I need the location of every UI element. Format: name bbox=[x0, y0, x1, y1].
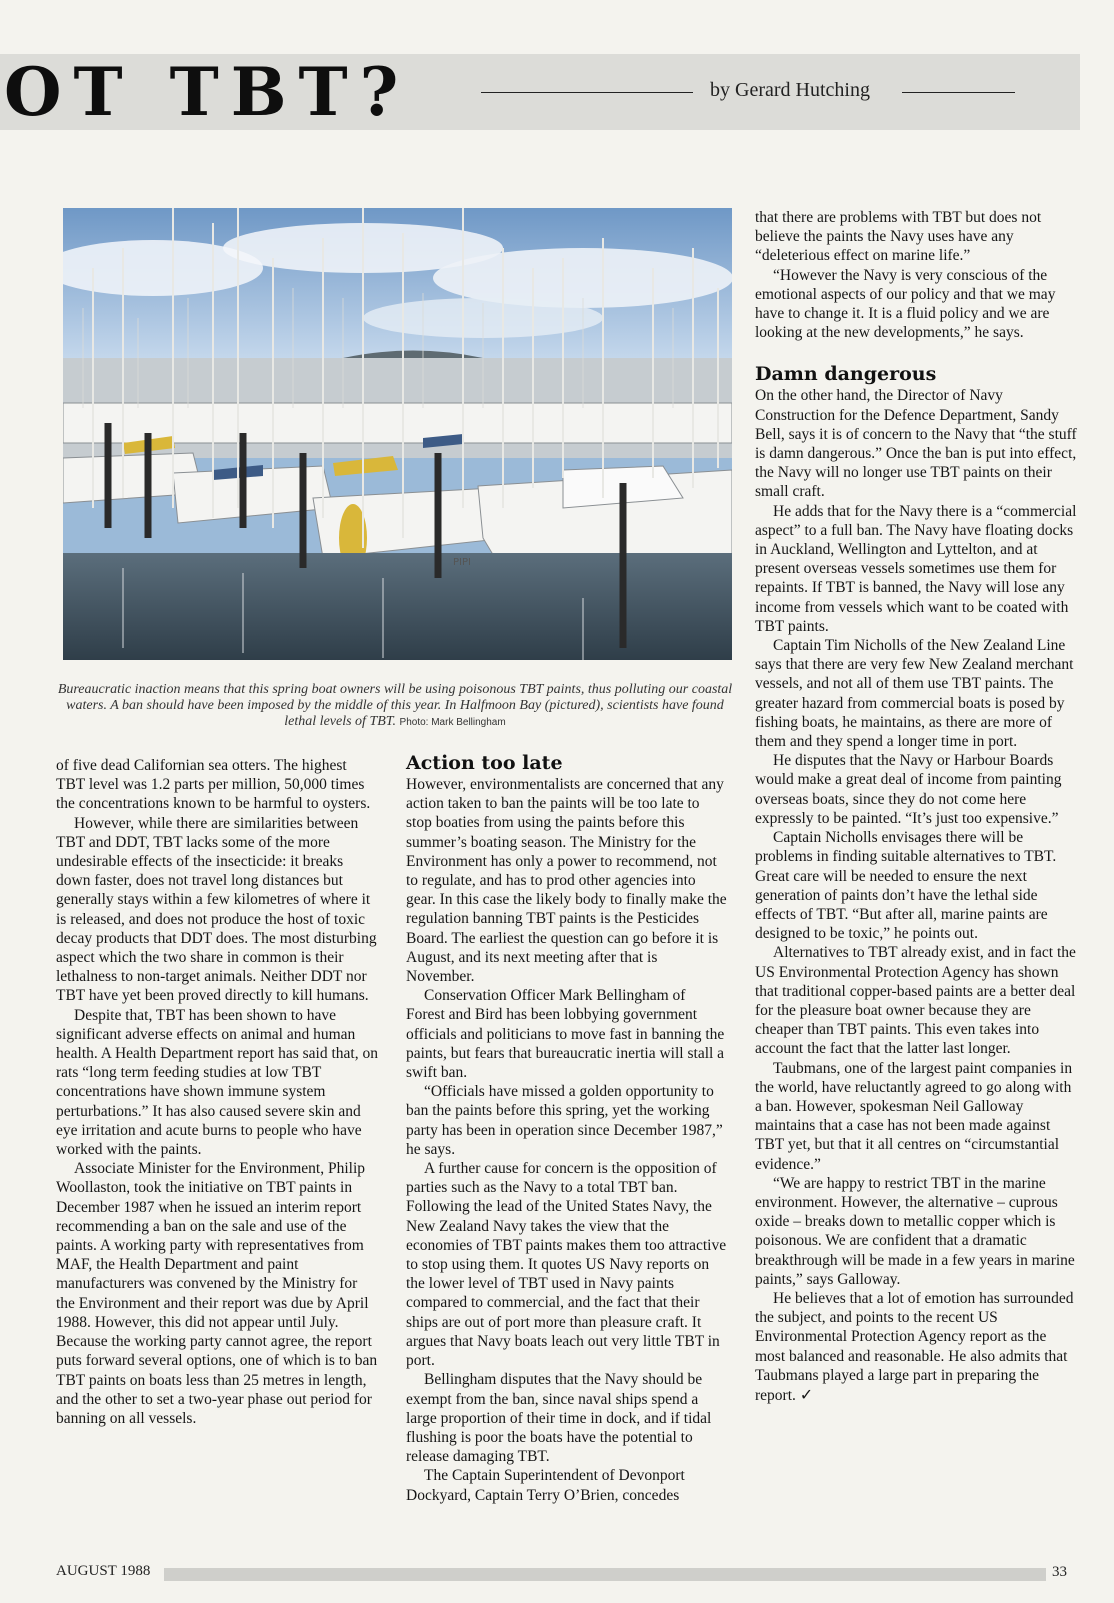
paragraph: Captain Tim Nicholls of the New Zealand Line says that there are very few New Zealand merchant vessels, and not all of them use TBT paints. The greater hazard from commercial boats is posed by fishing boats, he maintains, as there are more of them and they spend a longer time in port. bbox=[755, 637, 1074, 751]
end-mark-icon: ✓ bbox=[799, 1384, 814, 1404]
photo-caption bbox=[55, 682, 735, 731]
caption-text: Bureaucratic inaction means that this spring boat owners will be using poisonous TBT paints, thus polluting our coastal waters. A ban should have been imposed by the middle of this year. In Halfmoon Bay (pictured), scientists have found lethal levels of TBT. bbox=[57, 682, 733, 729]
paragraph: He disputes that the Navy or Harbour Boards would make a great deal of income from painting overseas boats, since they do not come here expressly to be painted. “It’s just too expensive.” bbox=[755, 752, 1062, 827]
paragraph: Alternatives to TBT already exist, and in fact the US Environmental Protection Agency has shown that traditional copper-based paints are a better deal for the pleasure boat owner because they are cheaper than TBT paints. This even takes into account the fact that the latter last longer. bbox=[755, 944, 1076, 1058]
paragraph: Taubmans, one of the largest paint companies in the world, have reluctantly agreed to go along with a ban. However, spokesman Neil Galloway maintains that a case has not been made against TBT yet, but that it all centres on “circumstantial evidence.” bbox=[755, 1059, 1073, 1173]
paragraph: that there are problems with TBT but does not believe the paints the Navy uses have any “deleterious effect on marine life.” bbox=[755, 209, 1042, 265]
column-3 bbox=[755, 208, 1077, 1405]
paragraph: “However the Navy is very conscious of the emotional aspects of our policy and that we may have to change it. It is a fluid policy and we are looking at the new developments,” he says. bbox=[755, 266, 1056, 342]
marina-photo bbox=[63, 208, 732, 660]
issue-date: AUGUST 1988 bbox=[56, 1563, 151, 1579]
section-gap bbox=[755, 342, 1077, 362]
paragraph: Captain Nicholls envisages there will be problems in finding suitable alternatives to TBT. Great care will be needed to ensure the next generation of paints don’t have the lethal side effects of TBT. “But after all, marine paints are designed to be toxic,” he points out. bbox=[755, 829, 1057, 943]
paragraph: of five dead Californian sea otters. The highest TBT level was 1.2 parts per million, 50,000 times the concentrations known to be harmful to oysters. bbox=[56, 757, 371, 813]
byline-rule-left bbox=[481, 92, 693, 93]
paragraph: “We are happy to restrict TBT in the marine environment. However, the alternative – cuprous oxide – breaks down to metallic copper which is poisonous. We are confident that a dramatic breakthrough will be made in a few years in marine paints,” says Galloway. bbox=[755, 1174, 1075, 1288]
column-2 bbox=[406, 751, 728, 1505]
paragraph: Bellingham disputes that the Navy should be exempt from the ban, since naval ships spend a large proportion of their time in dock, and if tidal flushing is poor the boats have the potential to release damaging TBT. bbox=[406, 1371, 712, 1466]
column-1 bbox=[56, 756, 378, 1428]
photo-credit: Photo: Mark Bellingham bbox=[399, 717, 506, 728]
paragraph: “Officials have missed a golden opportunity to ban the paints before this spring, yet the working party has been in operation since December 1987,” he says. bbox=[406, 1083, 723, 1158]
section-heading: Action too late bbox=[406, 752, 563, 774]
byline-rule-right bbox=[902, 92, 1015, 93]
boat-name-label: PIPI bbox=[453, 557, 471, 568]
paragraph: A further cause for concern is the opposition of parties such as the Navy to a total TBT ban. Following the lead of the United States Navy, the New Zealand Navy takes the view that the economies of TBT paints makes them too attractive to stop using them. It quotes US Navy reports on the lower level of TBT used in Navy paints compared to commercial, and the fact that their ships are out of port more than pleasure craft. It argues that Navy boats leach out very little TBT in port. bbox=[406, 1160, 727, 1370]
paragraph: He adds that for the Navy there is a “commercial aspect” to a full ban. The Navy have floating docks in Auckland, Wellington and Lyttelton, and at present overseas vessels sometimes use them for repaints. If TBT is banned, the Navy will lose any income from vessels which want to be coated with TBT paints. bbox=[755, 502, 1077, 635]
byline: by Gerard Hutching bbox=[710, 79, 870, 101]
paragraph-text: He believes that a lot of emotion has surrounded the subject, and points to the recent US Environmental Protection Agency report as the most balanced and reasonable. He also admits that Taubmans played a large part in preparing the report. bbox=[755, 1289, 1074, 1404]
page-number: 33 bbox=[1052, 1564, 1067, 1580]
paragraph: On the other hand, the Director of Navy Construction for the Defence Department, Sandy Bell, says it is of concern to the Navy that “the stuff is damn dangerous.” Once the ban is put into effect, the Navy will no longer use TBT paints on their small craft. bbox=[755, 387, 1077, 501]
paragraph: Conservation Officer Mark Bellingham of Forest and Bird has been lobbying government officials and politicians to move fast in banning the paints, but fears that bureaucratic inertia will stall a swift ban. bbox=[406, 987, 725, 1082]
article-title: OT TBT? bbox=[4, 53, 411, 131]
paragraph: The Captain Superintendent of Devonport Dockyard, Captain Terry O’Brien, concedes bbox=[406, 1467, 685, 1504]
paragraph: However, environmentalists are concerned that any action taken to ban the paints will be too late to stop boaties from using the paints before this summer’s boating season. The Ministry for the Environment has only a power to recommend, not to regulate, and has to prod other agencies into gear. In this case the likely body to finally make the regulation banning TBT paints is the Pesticides Board. The earliest the question can go before it is August, and its next meeting after that is November. bbox=[406, 776, 727, 986]
section-heading: Damn dangerous bbox=[755, 363, 937, 386]
footer-bar bbox=[164, 1568, 1046, 1581]
paragraph bbox=[755, 1289, 1077, 1405]
paragraph: Despite that, TBT has been shown to have significant adverse effects on animal and human health. A Health Department report has said that, on rats “long term feeding studies at low TBT concentrations have shown immune system perturbations.” It has also caused severe skin and eye irritation and acute burns to people who have worked with the paints. bbox=[56, 1006, 378, 1159]
paragraph: However, while there are similarities between TBT and DDT, TBT lacks some of the more undesirable effects of the insecticide: it breaks down faster, does not travel long distances but generally stays within a few kilometres of where it is released, and does not produce the host of toxic decay products that DDT does. The most disturbing aspect which the two share in common is their lethalness to non-target animals. Neither DDT nor TBT have yet been proved directly to kill humans. bbox=[56, 814, 377, 1005]
paragraph: Associate Minister for the Environment, Philip Woollaston, took the initiative on TBT paints in December 1987 when he issued an interim report recommending a ban on the sale and use of the paints. A working party with representatives from MAF, the Health Department and paint manufacturers was convened by the Ministry for the Environment and their report was due by April 1988. However, this did not appear until July. Because the working party cannot agree, the report puts forward several options, one of which is to ban TBT paints on boats less than 25 metres in length, and the other to set a two-year phase out period for banning on all vessels. bbox=[56, 1160, 378, 1427]
